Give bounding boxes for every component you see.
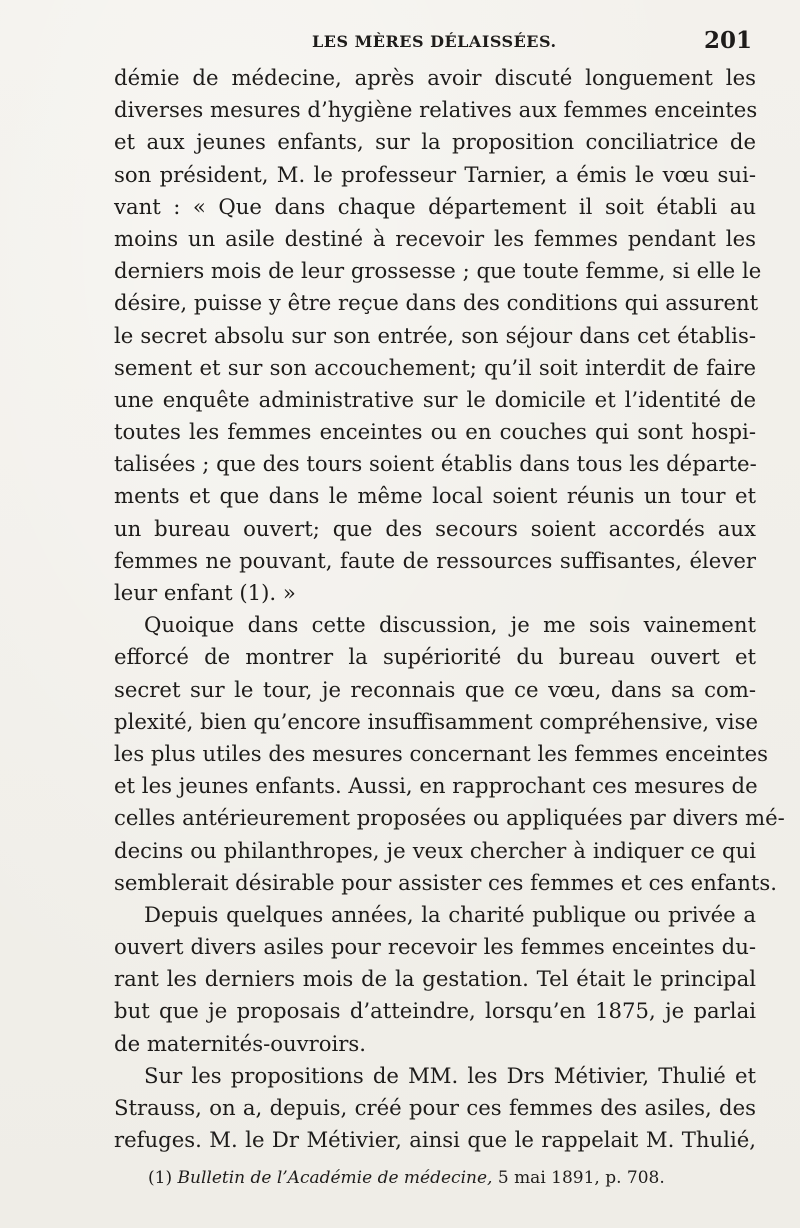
running-title: LES MÈRES DÉLAISSÉES.	[312, 32, 557, 51]
text-line: diverses mesures d’hygiène relatives aux femmes enceintes	[114, 97, 758, 123]
text-line: vant : « Que dans chaque département il soit établi au	[114, 193, 756, 219]
text-line: efforcé de montrer la supériorité du bureau ouvert et	[114, 644, 756, 670]
text-line: son président, M. le professeur Tarnier, a émis le vœu sui-	[114, 161, 756, 187]
text-line: Strauss, on a, depuis, créé pour ces femmes des asiles, des	[114, 1095, 756, 1120]
text-line: le secret absolu sur son entrée, son séjour dans cet établis-	[114, 322, 756, 348]
text-line: secret sur le tour, je reconnais que ce vœu, dans sa com-	[114, 676, 756, 702]
text-line: et les jeunes enfants. Aussi, en rapprochant ces mesures de	[114, 773, 758, 799]
paragraph-2	[114, 609, 785, 899]
text-line: femmes ne pouvant, faute de ressources suffisantes, élever	[114, 547, 756, 573]
text-line: et aux jeunes enfants, sur la proposition conciliatrice de	[114, 129, 756, 155]
text-line: de maternités-ouvroirs.	[114, 1030, 367, 1056]
footnote-source-title: Bulletin de l’Académie de médecine,	[177, 1168, 493, 1188]
body-text	[114, 62, 785, 1156]
footnote	[148, 1168, 665, 1188]
text-line: semblerait désirable pour assister ces femmes et ces enfants.	[114, 869, 778, 895]
text-line: talisées ; que des tours soient établis dans tous les départe-	[114, 451, 757, 477]
text-line: démie de médecine, après avoir discuté longuement les	[114, 65, 756, 90]
text-line: sement et sur son accouchement; qu’il soit interdit de faire	[114, 354, 756, 380]
text-line: Quoique dans cette discussion, je me sois vainement	[144, 612, 756, 638]
text-line: toutes les femmes enceintes ou en couches qui sont hospi-	[114, 419, 756, 445]
text-line: but que je proposais d’atteindre, lorsqu’en 1875, je parlai	[114, 998, 756, 1024]
text-line: ments et que dans le même local soient réunis un tour et	[114, 483, 756, 509]
text-line: un bureau ouvert; que des secours soient accordés aux	[114, 515, 756, 541]
text-line: moins un asile destiné à recevoir les femmes pendant les	[114, 225, 756, 251]
text-line: derniers mois de leur grossesse ; que toute femme, si elle le	[114, 258, 762, 284]
text-line: désire, puisse y être reçue dans des conditions qui assurent	[114, 290, 759, 316]
text-line: les plus utiles des mesures concernant les femmes enceintes	[114, 740, 769, 766]
text-line: refuges. M. le Dr Métivier, ainsi que le rappelait M. Thulié,	[114, 1127, 756, 1153]
text-line: plexité, bien qu’encore insuffisamment compréhensive, vise	[114, 708, 758, 734]
text-line: leur enfant (1). »	[114, 580, 296, 605]
text-line: ouvert divers asiles pour recevoir les femmes enceintes du-	[114, 934, 756, 960]
text-line: rant les derniers mois de la gestation. Tel était le principal	[114, 966, 756, 992]
footnote-marker: (1)	[148, 1168, 173, 1188]
paragraph-1	[114, 62, 762, 609]
text-line: celles antérieurement proposées ou appliquées par divers mé-	[114, 805, 785, 831]
paragraph-4	[114, 1060, 756, 1157]
page-number: 201	[704, 27, 753, 54]
text-line: Sur les propositions de MM. les Drs Métivier, Thulié et	[144, 1062, 756, 1088]
paragraph-3	[114, 899, 756, 1060]
text-line: une enquête administrative sur le domicile et l’identité de	[114, 386, 756, 412]
footnote-source-details: 5 mai 1891, p. 708.	[497, 1168, 665, 1188]
text-line: decins ou philanthropes, je veux chercher à indiquer ce qui	[114, 837, 756, 863]
text-line: Depuis quelques années, la charité publique ou privée a	[144, 901, 756, 927]
